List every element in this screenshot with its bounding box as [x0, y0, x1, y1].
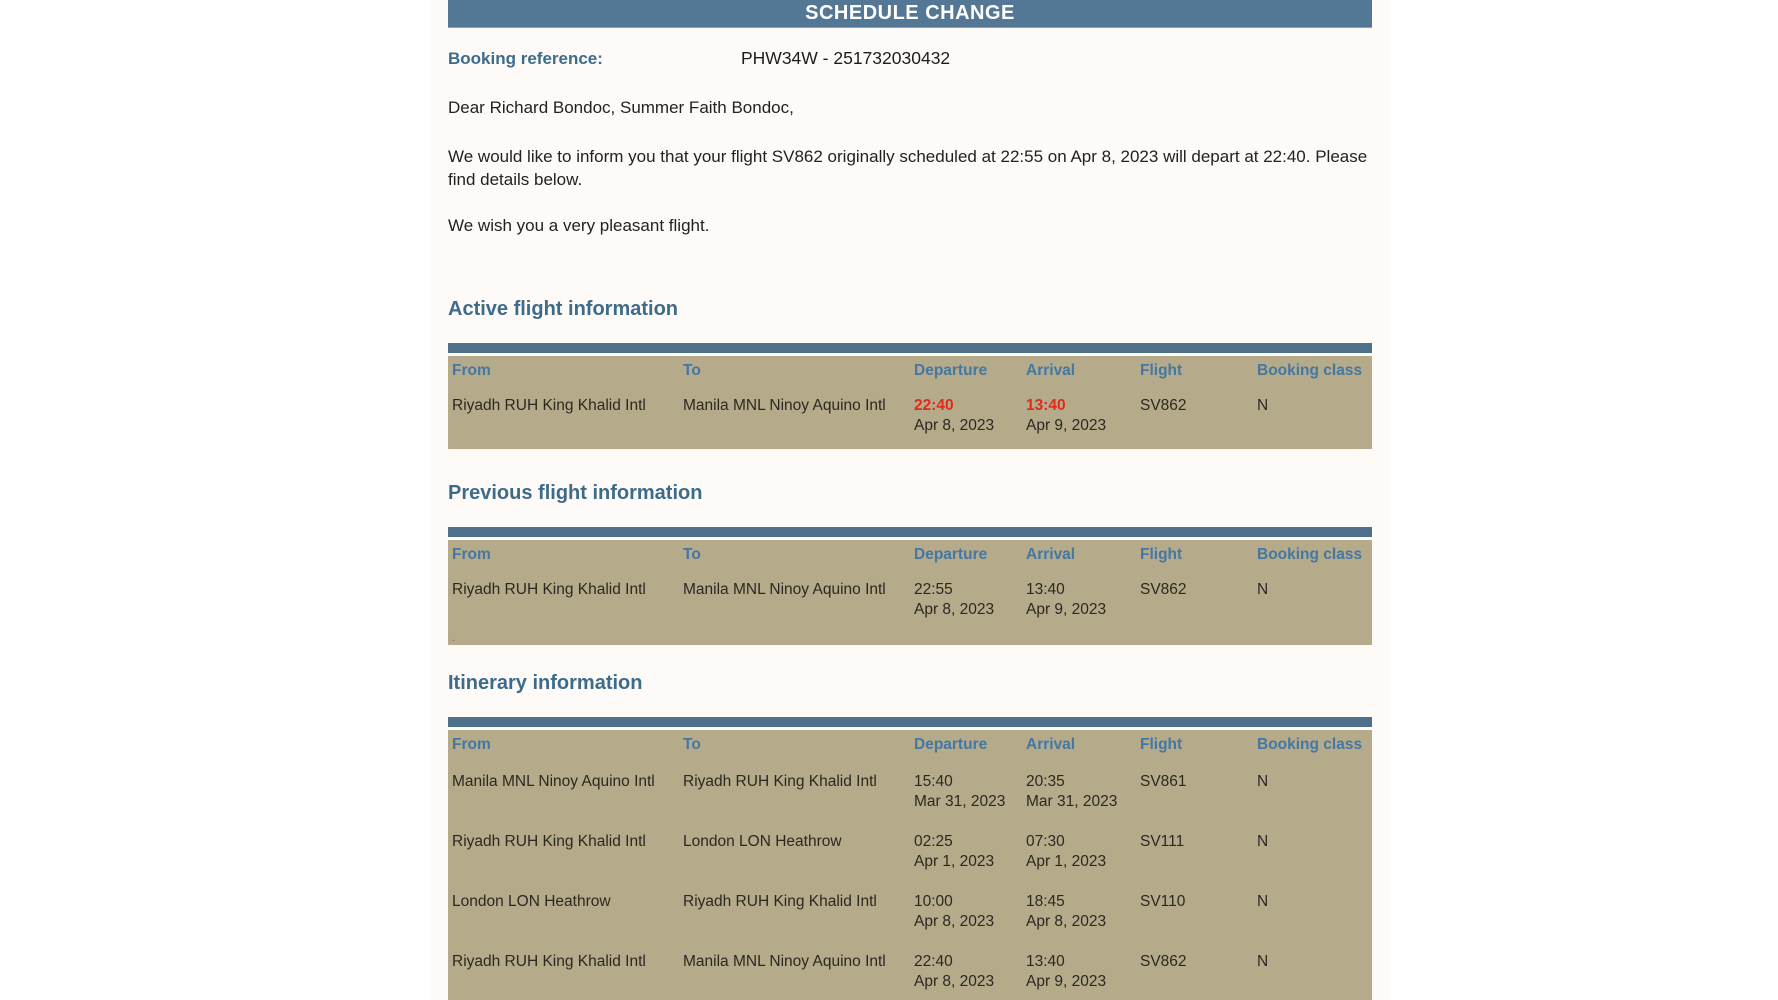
booking-class-cell: N	[1257, 833, 1269, 850]
departure-time: 22:55	[914, 581, 953, 598]
departure-date: Apr 8, 2023	[914, 601, 995, 618]
column-header-to: To	[683, 362, 701, 379]
schedule-change-banner	[448, 0, 1372, 28]
from-cell: Riyadh RUH King Khalid Intl	[452, 953, 646, 970]
flight-cell: SV861	[1140, 773, 1187, 790]
departure-date: Apr 8, 2023	[914, 913, 995, 930]
arrival-time: 13:40	[1026, 581, 1065, 598]
column-header-arrival: Arrival	[1026, 546, 1076, 563]
from-cell: London LON Heathrow	[452, 893, 611, 910]
to-cell: Manila MNL Ninoy Aquino Intl	[683, 397, 886, 414]
arrival-date: Apr 9, 2023	[1026, 417, 1107, 434]
from-cell: Riyadh RUH King Khalid Intl	[452, 397, 646, 414]
table-footnote-dot: .	[452, 632, 456, 644]
flight-cell: SV110	[1140, 893, 1186, 910]
booking-reference-label: Booking reference:	[448, 49, 603, 68]
column-header-from: From	[452, 362, 491, 379]
to-cell: Riyadh RUH King Khalid Intl	[683, 773, 877, 790]
departure-cell	[910, 892, 1022, 932]
column-header-flight: Flight	[1140, 546, 1183, 563]
departure-time: 10:00	[914, 893, 953, 910]
departure-time: 22:40	[914, 397, 954, 414]
from-cell: Manila MNL Ninoy Aquino Intl	[452, 773, 655, 790]
flight-cell: SV862	[1140, 581, 1187, 598]
column-header-departure: Departure	[914, 736, 988, 753]
to-cell: Manila MNL Ninoy Aquino Intl	[683, 581, 886, 598]
to-cell: London LON Heathrow	[683, 833, 842, 850]
arrival-date: Mar 31, 2023	[1026, 793, 1118, 810]
itinerary-table	[448, 730, 1372, 1000]
departure-cell	[910, 832, 1022, 872]
banner-title: SCHEDULE CHANGE	[805, 2, 1015, 24]
arrival-time: 07:30	[1026, 833, 1065, 850]
greeting-text: Dear Richard Bondoc, Summer Faith Bondoc,	[448, 98, 794, 117]
column-header-from: From	[452, 546, 491, 563]
column-header-flight: Flight	[1140, 362, 1183, 379]
arrival-date: Apr 9, 2023	[1026, 601, 1107, 618]
column-header-departure: Departure	[914, 546, 988, 563]
wish-paragraph: We wish you a very pleasant flight.	[448, 216, 710, 235]
departure-cell	[910, 952, 1022, 992]
to-cell: Riyadh RUH King Khalid Intl	[683, 893, 877, 910]
to-cell: Manila MNL Ninoy Aquino Intl	[683, 953, 886, 970]
departure-cell	[910, 396, 1022, 436]
arrival-time: 18:45	[1026, 893, 1065, 910]
arrival-cell	[1022, 892, 1136, 932]
column-header-booking-class: Booking class	[1257, 736, 1363, 753]
departure-time: 02:25	[914, 833, 953, 850]
table-header-row	[448, 356, 1372, 386]
departure-date: Apr 1, 2023	[914, 853, 995, 870]
table-row	[448, 820, 1372, 880]
arrival-cell	[1022, 832, 1136, 872]
column-header-flight: Flight	[1140, 736, 1183, 753]
table-row	[448, 386, 1372, 449]
previous-section-heading: Previous flight information	[448, 482, 703, 504]
arrival-time: 13:40	[1026, 397, 1066, 414]
arrival-time: 20:35	[1026, 773, 1065, 790]
booking-reference-row	[448, 48, 1372, 69]
active-flight-table	[448, 356, 1372, 449]
email-document	[430, 0, 1390, 1000]
column-header-departure: Departure	[914, 362, 988, 379]
departure-time: 15:40	[914, 773, 953, 790]
arrival-cell	[1022, 952, 1136, 992]
column-header-arrival: Arrival	[1026, 736, 1076, 753]
itinerary-section-heading: Itinerary information	[448, 672, 643, 694]
column-header-to: To	[683, 546, 701, 563]
arrival-time: 13:40	[1026, 953, 1065, 970]
flight-cell: SV111	[1140, 833, 1185, 850]
table-header-row	[448, 540, 1372, 570]
booking-reference-value: PHW34W - 251732030432	[741, 48, 951, 68]
active-section-heading: Active flight information	[448, 298, 678, 320]
arrival-cell	[1022, 580, 1136, 620]
previous-flight-table	[448, 540, 1372, 645]
arrival-cell	[1022, 396, 1136, 436]
column-header-from: From	[452, 736, 491, 753]
column-header-booking-class: Booking class	[1257, 362, 1363, 379]
booking-class-cell: N	[1257, 893, 1269, 910]
column-header-to: To	[683, 736, 701, 753]
itinerary-table-top-bar	[448, 717, 1372, 727]
departure-cell	[910, 772, 1022, 812]
arrival-cell	[1022, 772, 1136, 812]
table-header-row	[448, 730, 1372, 760]
departure-date: Mar 31, 2023	[914, 793, 1006, 810]
table-row	[448, 570, 1372, 633]
departure-time: 22:40	[914, 953, 953, 970]
from-cell: Riyadh RUH King Khalid Intl	[452, 581, 646, 598]
flight-cell: SV862	[1140, 397, 1187, 414]
table-row	[448, 880, 1372, 940]
departure-date: Apr 8, 2023	[914, 973, 995, 990]
departure-date: Apr 8, 2023	[914, 417, 995, 434]
arrival-date: Apr 9, 2023	[1026, 973, 1107, 990]
booking-class-cell: N	[1257, 773, 1269, 790]
booking-class-cell: N	[1257, 581, 1269, 598]
arrival-date: Apr 8, 2023	[1026, 913, 1107, 930]
departure-cell	[910, 580, 1022, 620]
active-table-top-bar	[448, 343, 1372, 353]
flight-cell: SV862	[1140, 953, 1187, 970]
from-cell: Riyadh RUH King Khalid Intl	[452, 833, 646, 850]
booking-class-cell: N	[1257, 953, 1269, 970]
table-row	[448, 760, 1372, 820]
previous-table-top-bar	[448, 527, 1372, 537]
notice-paragraph: We would like to inform you that your flight SV862 originally scheduled at 22:55 on Apr 8, 2023 will depart at 22:40. Please find details below.	[448, 147, 1368, 189]
booking-class-cell: N	[1257, 397, 1269, 414]
column-header-arrival: Arrival	[1026, 362, 1076, 379]
table-row	[448, 940, 1372, 1000]
column-header-booking-class: Booking class	[1257, 546, 1363, 563]
arrival-date: Apr 1, 2023	[1026, 853, 1107, 870]
